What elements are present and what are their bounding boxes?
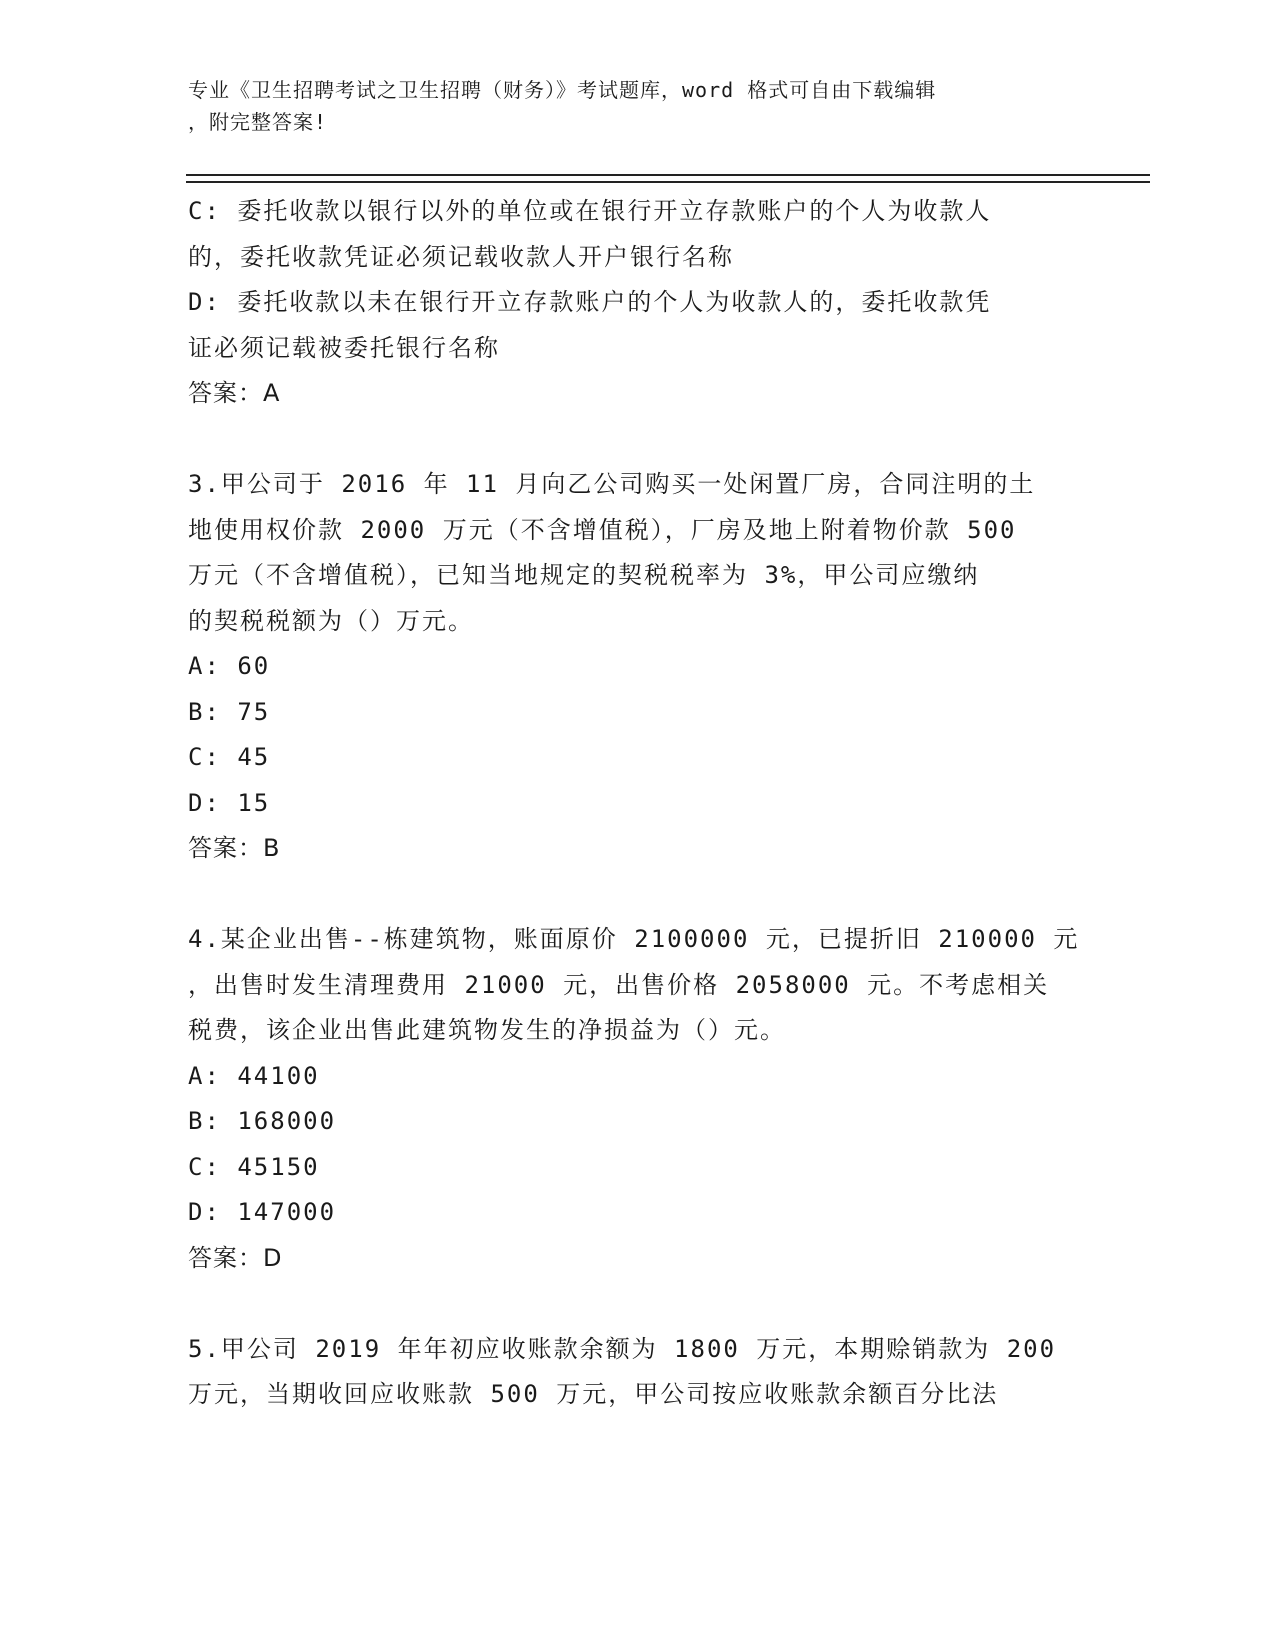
- header-rule-top: [186, 174, 1150, 176]
- question-stem-continued: 地使用权价款 2000 万元（不含增值税），厂房及地上附着物价款 500: [188, 515, 1017, 544]
- question-stem-continued: 税费，该企业出售此建筑物发生的净损益为（）元。: [188, 1016, 786, 1044]
- document-header: [188, 74, 1068, 138]
- option-c: C: 45: [188, 743, 271, 771]
- option-c: C: 45150: [188, 1152, 320, 1181]
- question-stem: 5.甲公司 2019 年年初应收账款余额为 1800 万元，本期赊销款为 200: [188, 1334, 1057, 1363]
- spacer: [188, 872, 1088, 918]
- question-stem-continued: ，出售时发生清理费用 21000 元，出售价格 2058000 元。不考虑相关: [188, 970, 1050, 999]
- question-stem: 3.甲公司于 2016 年 11 月向乙公司购买一处闲置厂房，合同注明的土: [188, 470, 1036, 498]
- header-title-continuation: ，附完整答案!: [188, 110, 328, 134]
- question-block-4: [188, 917, 1088, 1281]
- option-d: D: 147000: [188, 1198, 337, 1226]
- question-stem-continued: 万元（不含增值税），已知当地规定的契税税率为 3%，甲公司应缴纳: [188, 561, 980, 589]
- option-d-text: D: 委托收款以未在银行开立存款账户的个人为收款人的，委托收款凭: [188, 288, 992, 316]
- option-b: B: 75: [188, 697, 271, 726]
- header-rule-bottom: [186, 181, 1150, 183]
- spacer: [188, 1281, 1088, 1327]
- document-body: [188, 189, 1088, 1418]
- option-c-text-continued: 的，委托收款凭证必须记载收款人开户银行名称: [188, 242, 734, 271]
- answer-text: 答案：A: [188, 379, 281, 407]
- question-block-5: [188, 1327, 1088, 1418]
- option-d: D: 15: [188, 788, 271, 817]
- question-stem-continued: 的契税税额为（）万元。: [188, 606, 474, 635]
- option-a: A: 60: [188, 652, 271, 680]
- option-a: A: 44100: [188, 1061, 320, 1090]
- option-c-text: C: 委托收款以银行以外的单位或在银行开立存款账户的个人为收款人: [188, 197, 992, 225]
- option-d-text-continued: 证必须记载被委托银行名称: [188, 333, 500, 362]
- question-stem: 4.某企业出售--栋建筑物，账面原价 2100000 元，已提折旧 210000 元: [188, 925, 1080, 953]
- option-b: B: 168000: [188, 1107, 337, 1135]
- question-block-3: [188, 462, 1088, 872]
- question-block-2: [188, 189, 1088, 417]
- answer-text: 答案：D: [188, 1243, 283, 1272]
- spacer: [188, 417, 1088, 463]
- answer-text: 答案：B: [188, 834, 281, 862]
- question-stem-continued: 万元，当期收回应收账款 500 万元，甲公司按应收账款余额百分比法: [188, 1380, 999, 1408]
- header-title-line: 专业《卫生招聘考试之卫生招聘（财务）》考试题库，word 格式可自由下载编辑: [188, 78, 937, 102]
